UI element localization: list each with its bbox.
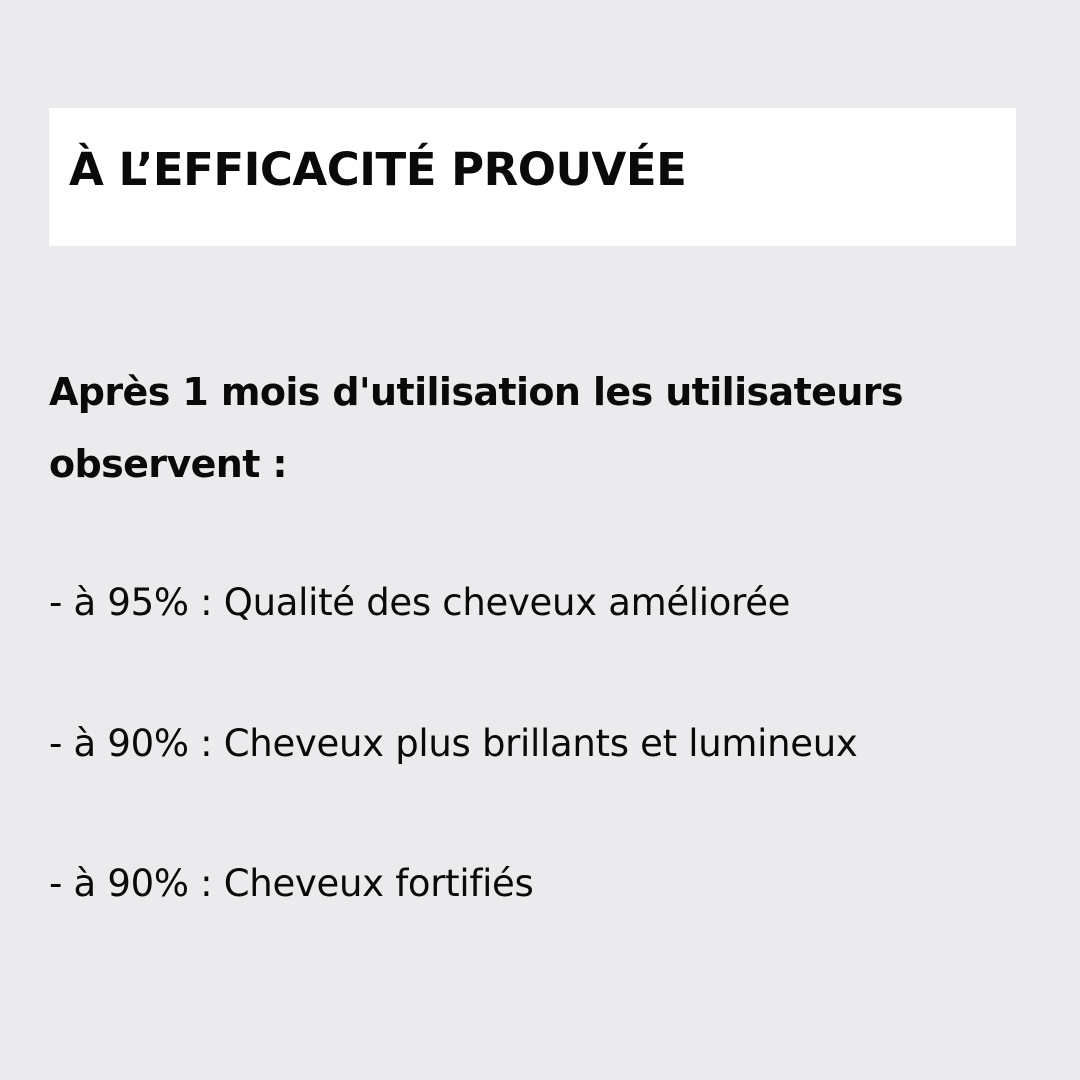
stat-item-strength: - à 90% : Cheveux fortifiés	[49, 862, 534, 905]
intro-text: Après 1 mois d'utilisation les utilisateurs observent :	[49, 370, 903, 486]
stat-item-quality: - à 95% : Qualité des cheveux améliorée	[49, 581, 791, 624]
stat-item-shine: - à 90% : Cheveux plus brillants et lumineux	[49, 722, 858, 765]
page-title: À L’EFFICACITÉ PROUVÉE	[69, 143, 687, 196]
title-banner	[49, 108, 1016, 246]
